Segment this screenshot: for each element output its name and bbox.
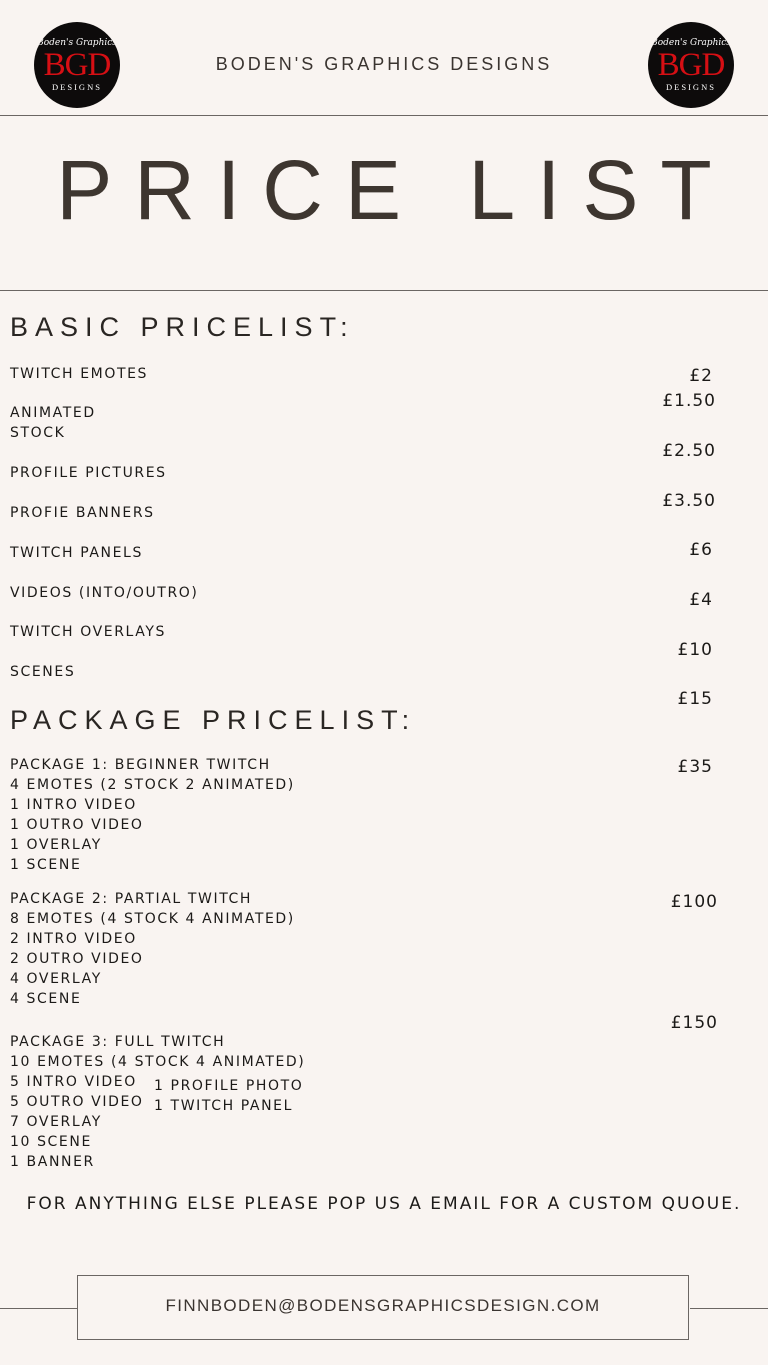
package-line: 4 OVERLAY bbox=[10, 971, 102, 987]
package-line: 10 SCENE bbox=[10, 1134, 92, 1150]
basic-price: £2.50 bbox=[662, 441, 716, 461]
basic-price: £10 bbox=[677, 640, 713, 660]
package-price: £100 bbox=[670, 892, 718, 912]
package-line: 1 BANNER bbox=[10, 1154, 95, 1170]
basic-price: £4 bbox=[689, 590, 713, 610]
footer-divider-right bbox=[690, 1308, 768, 1309]
package-line: 5 OUTRO VIDEO bbox=[10, 1094, 144, 1110]
basic-price: £3.50 bbox=[662, 491, 716, 511]
logo-sub: DESIGNS bbox=[666, 82, 716, 92]
logo-script: Boden's Graphics bbox=[651, 38, 731, 48]
package-line: 1 OUTRO VIDEO bbox=[10, 817, 144, 833]
package-line: 10 EMOTES (4 STOCK 4 ANIMATED) bbox=[10, 1054, 306, 1070]
brand-name: BODEN'S GRAPHICS DESIGNS bbox=[215, 54, 553, 74]
title-divider bbox=[0, 290, 768, 291]
logo-script: Boden's Graphics bbox=[37, 38, 117, 48]
logo-sub: DESIGNS bbox=[52, 82, 102, 92]
basic-price: £1.50 bbox=[662, 391, 716, 411]
package-heading: PACKAGE PRICELIST: bbox=[10, 705, 417, 735]
package-line: 8 EMOTES (4 STOCK 4 ANIMATED) bbox=[10, 911, 295, 927]
basic-price: £6 bbox=[689, 540, 713, 560]
basic-heading: BASIC PRICELIST: bbox=[10, 312, 355, 342]
package-price: £35 bbox=[677, 757, 713, 777]
logo-mark: BGD bbox=[43, 47, 111, 83]
package-2 bbox=[10, 889, 295, 1009]
basic-item: TWITCH EMOTES bbox=[10, 366, 149, 382]
basic-price: £15 bbox=[677, 689, 713, 709]
page-title: PRICE LIST bbox=[56, 143, 734, 237]
package-line: 7 OVERLAY bbox=[10, 1114, 102, 1130]
package-line: 5 INTRO VIDEO bbox=[10, 1074, 137, 1090]
logo-right bbox=[648, 22, 734, 108]
header-divider bbox=[0, 115, 768, 116]
basic-item: ANIMATED bbox=[10, 405, 96, 421]
basic-item: PROFILE PICTURES bbox=[10, 465, 167, 481]
logo-mark: BGD bbox=[657, 47, 725, 83]
package-price: £150 bbox=[670, 1013, 718, 1033]
package-line: 1 INTRO VIDEO bbox=[10, 797, 137, 813]
package-line: PACKAGE 1: BEGINNER TWITCH bbox=[10, 757, 271, 773]
basic-item: SCENES bbox=[10, 664, 76, 680]
basic-item: TWITCH OVERLAYS bbox=[10, 624, 166, 640]
package-line: 1 OVERLAY bbox=[10, 837, 102, 853]
package-line: PACKAGE 3: FULL TWITCH bbox=[10, 1034, 226, 1050]
package-1 bbox=[10, 755, 295, 875]
package-line: 4 EMOTES (2 STOCK 2 ANIMATED) bbox=[10, 777, 295, 793]
basic-item: VIDEOS (INTO/OUTRO) bbox=[10, 585, 199, 601]
package-line: 2 OUTRO VIDEO bbox=[10, 951, 144, 967]
package-line: 2 INTRO VIDEO bbox=[10, 931, 137, 947]
basic-item: STOCK bbox=[10, 425, 66, 441]
basic-price: £2 bbox=[689, 366, 713, 386]
package-line: 4 SCENE bbox=[10, 991, 82, 1007]
package-3-extras bbox=[154, 1076, 303, 1116]
package-line: PACKAGE 2: PARTIAL TWITCH bbox=[10, 891, 253, 907]
contact-email[interactable]: FINNBODEN@BODENSGRAPHICSDESIGN.COM bbox=[165, 1296, 601, 1315]
footer-divider-left bbox=[0, 1308, 77, 1309]
custom-quote-note: FOR ANYTHING ELSE PLEASE POP US A EMAIL FOR A CUSTOM QUOUE. bbox=[26, 1194, 742, 1214]
package-extra: 1 PROFILE PHOTO bbox=[154, 1078, 304, 1094]
basic-item: TWITCH PANELS bbox=[10, 545, 143, 561]
basic-item: PROFIE BANNERS bbox=[10, 505, 155, 521]
package-extra: 1 TWITCH PANEL bbox=[154, 1098, 294, 1114]
package-line: 1 SCENE bbox=[10, 857, 82, 873]
